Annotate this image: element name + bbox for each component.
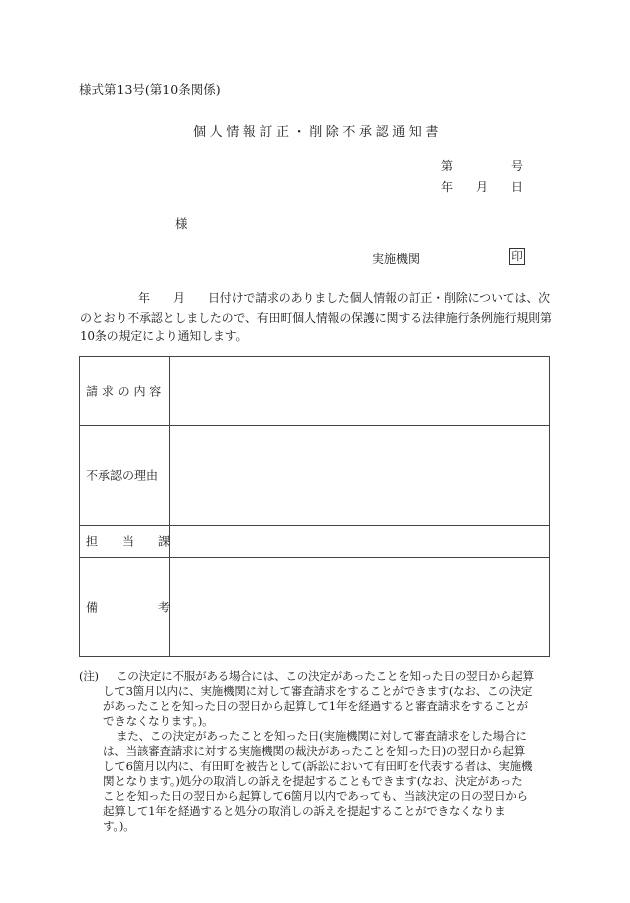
- note-line: 起算して1年を経過すると処分の取消しの訴えを提起することができなくなりま: [103, 804, 506, 818]
- body-line-1-text: 日付けで請求のありました個人情報の訂正・削除については、次: [208, 291, 550, 305]
- note-marker: (注): [79, 669, 99, 683]
- note-line: して6箇月以内に、有田町を被告として(訴訟において有田町を代表する者は、実施機: [103, 759, 533, 773]
- document-title: 個人情報訂正・削除不承認通知書: [193, 125, 443, 140]
- table-row-request-content: [80, 357, 549, 426]
- body-month: 月: [173, 291, 185, 305]
- row-label: 担 当 課: [86, 534, 171, 549]
- note-line: す。)。: [103, 819, 135, 833]
- row-label-cell: [80, 357, 170, 425]
- issuer-label: 実施機関: [372, 252, 421, 266]
- doc-number-suffix: 号: [511, 159, 524, 173]
- row-value-cell: [170, 357, 549, 425]
- row-value-cell: [170, 525, 549, 557]
- details-table: [79, 356, 550, 657]
- note-line: があったことを知った日の翌日から起算して1年を経過すると審査請求をすることが: [103, 699, 528, 713]
- body-line-2: のとおり不承認としましたので、有田町個人情報の保護に関する法律施行条例施行規則第: [80, 311, 552, 325]
- row-label-cell: [80, 425, 170, 525]
- body-year: 年: [138, 291, 150, 305]
- seal-stamp-box: 印: [509, 248, 525, 265]
- note-line: ことを知った日の翌日から起算して6箇月以内であっても、当該決定の日の翌日から: [103, 789, 528, 803]
- table-row-department: [80, 525, 549, 558]
- note-line: できなくなります。)。: [103, 714, 214, 728]
- row-value-cell: [170, 425, 549, 525]
- doc-number-prefix: 第: [441, 159, 454, 173]
- row-value-cell: [170, 557, 549, 656]
- row-label: 備 考: [86, 600, 171, 614]
- form-number: 様式第13号(第10条関係): [79, 82, 221, 97]
- row-label-cell: [80, 557, 170, 656]
- row-label: 請 求 の 内 容: [86, 384, 162, 399]
- note-line: 関となります。)処分の取消しの訴えを提起することもできます(なお、決定があった: [103, 774, 523, 788]
- date-day-label: 日: [511, 180, 524, 194]
- note-line: して3箇月以内に、実施機関に対して審査請求をすることができます(なお、この決定: [103, 684, 533, 698]
- date-month-label: 月: [476, 180, 489, 194]
- addressee-honorific: 様: [175, 216, 188, 231]
- body-line-3: 10条の規定により通知します。: [80, 329, 248, 343]
- note-line: また、この決定があったことを知った日(実施機関に対して審査請求をした場合に: [116, 729, 527, 743]
- table-row-remarks: [80, 557, 549, 656]
- row-label-cell: [80, 525, 170, 557]
- row-label: 不承認の理由: [86, 468, 159, 483]
- table-row-rejection-reason: [80, 425, 549, 526]
- note-line: は、当該審査請求に対する実施機関の裁決があったことを知った日)の翌日から起算: [103, 744, 525, 758]
- date-year-label: 年: [441, 180, 454, 194]
- note-line: この決定に不服がある場合には、この決定があったことを知った日の翌日から起算: [116, 669, 534, 683]
